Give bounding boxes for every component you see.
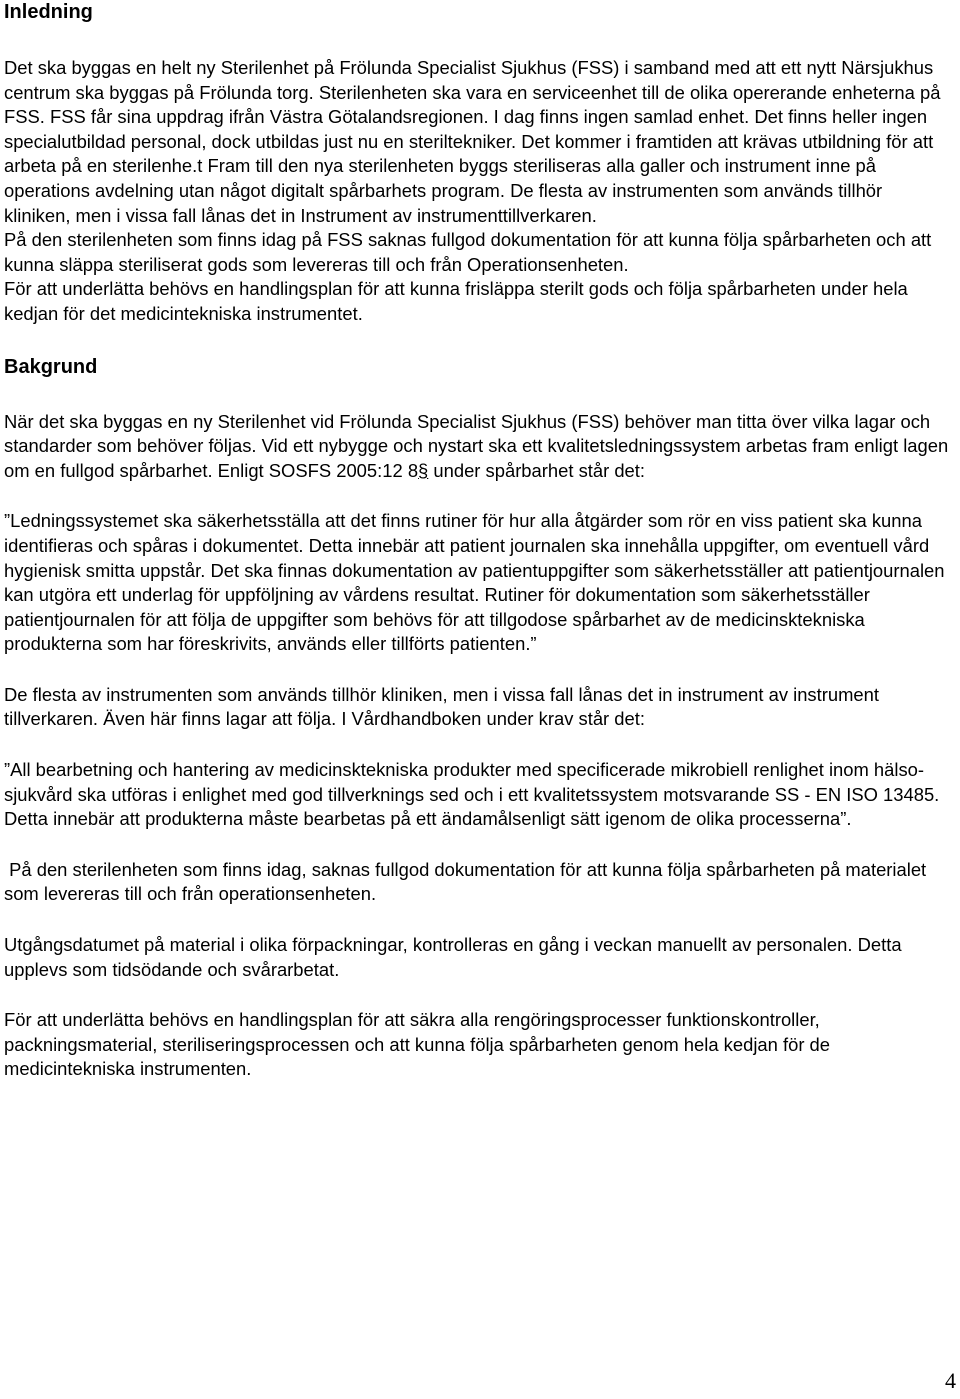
paragraph-action-plan: För att underlätta behövs en handlingsplan för att säkra alla rengöringsprocesser funktionskontroller, packningsmaterial, steriliseringsprocessen och att kunna följa spårbarheten genom hela kedjan för de medicintekniska instrumenten. [4, 1009, 836, 1080]
paragraph-expiry: Utgångsdatumet på material i olika förpackningar, kontrolleras en gång i veckan manuellt av personalen. Detta upplevs som tidsödande och svårarbetat. [4, 934, 907, 980]
background-text-b: under spårbarhet står det: [428, 459, 646, 481]
paragraph-intro: Det ska byggas en helt ny Sterilenhet på Frölunda Specialist Sjukhus (FSS) i samband med att ett nytt Närsjukhus centrum ska byggas på Frölunda torg. Sterilenheten ska vara en serviceenhet till de olika opererande enheterna på FSS. FSS får sina uppdrag ifrån Västra Götalandsregionen. I dag finns ingen samlad enhet. Det finns heller ingen specialutbildad personal, dock utbildas just nu en steriltekniker. Det kommer i framtiden att krävas utbildning för att arbeta på en sterilenhe.t Fram till den nya sterilenheten byggs steriliseras alla galler och instrument inne på operations avdelning utan något digitalt spårbarhets program. De flesta av instrumenten som används tillhör kliniken, men i vissa fall lånas det in Instrument av instrumenttillverkaren. [4, 57, 946, 226]
paragraph-current-state: På den sterilenheten som finns idag, saknas fullgod dokumentation för att kunna följa spårbarheten på materialet som levereras till och från operationsenheten. [4, 858, 932, 905]
page-number: 4 [945, 1368, 956, 1393]
document-page [4, 0, 954, 1082]
heading-bakgrund: Bakgrund [4, 355, 98, 378]
section-symbol: § [418, 459, 429, 481]
paragraph-documentation: På den sterilenheten som finns idag på FSS saknas fullgod dokumentation för att kunna följa spårbarheten och att kunna släppa steriliserat gods som levereras till och från Operationsenheten. [4, 229, 937, 275]
paragraph-instruments: De flesta av instrumenten som används tillhör kliniken, men i vissa fall lånas det in instrument av instrument tillverkaren. Även här finns lagar att följa. I Vårdhandboken under krav står det: [4, 683, 885, 730]
paragraph-handlingsplan: För att underlätta behövs en handlingsplan för att kunna frisläppa sterilt gods och följa spårbarheten under hela kedjan för det medicintekniska instrumentet. [4, 278, 913, 324]
background-text-a: När det ska byggas en ny Sterilenhet vid Frölunda Specialist Sjukhus (FSS) behöver man titta över vilka lagar och standarder som behöver följas. Vid ett nybygge och nystart ska ett kvalitetsledningssystem arbetas fram enligt lagen om en fullgod spårbarhet. Enligt SOSFS 2005:12 8 [4, 410, 954, 481]
paragraph-background [4, 410, 954, 484]
heading-inledning: Inledning [4, 1, 93, 23]
quote-vardhandboken: ”All bearbetning och hantering av medicinsktekniska produkter med specificerade mikrobiell renlighet inom hälso-sjukvård ska utföras i enlighet med god tillverknings sed och i ett kvalitetssystem motsvarande SS - EN ISO 13485. Detta innebär att produkterna måste bearbetas på ett ändamålsenligt sätt igenom de olika processerna”. [4, 759, 945, 830]
quote-sosfs: ”Ledningssystemet ska säkerhetsställa att det finns rutiner för hur alla åtgärder som rör en viss patient ska kunna identifieras och spåras i dokumentet. Detta innebär att patient journalen ska innehålla uppgifter, om eventuell vård hygienisk smitta uppstår. Det ska finnas dokumentation av patientuppgifter som säkerhetsställer att patientjournalen kan utgöra ett underlag för uppföljning av vårdens resultat. Rutiner för dokumentation som säkerhetsställer patientjournalen för att följa de uppgifter som behövs för att tillgodose spårbarhet av de medicinsktekniska produkterna som har föreskrivits, används eller tillförts patienten.” [4, 510, 950, 655]
